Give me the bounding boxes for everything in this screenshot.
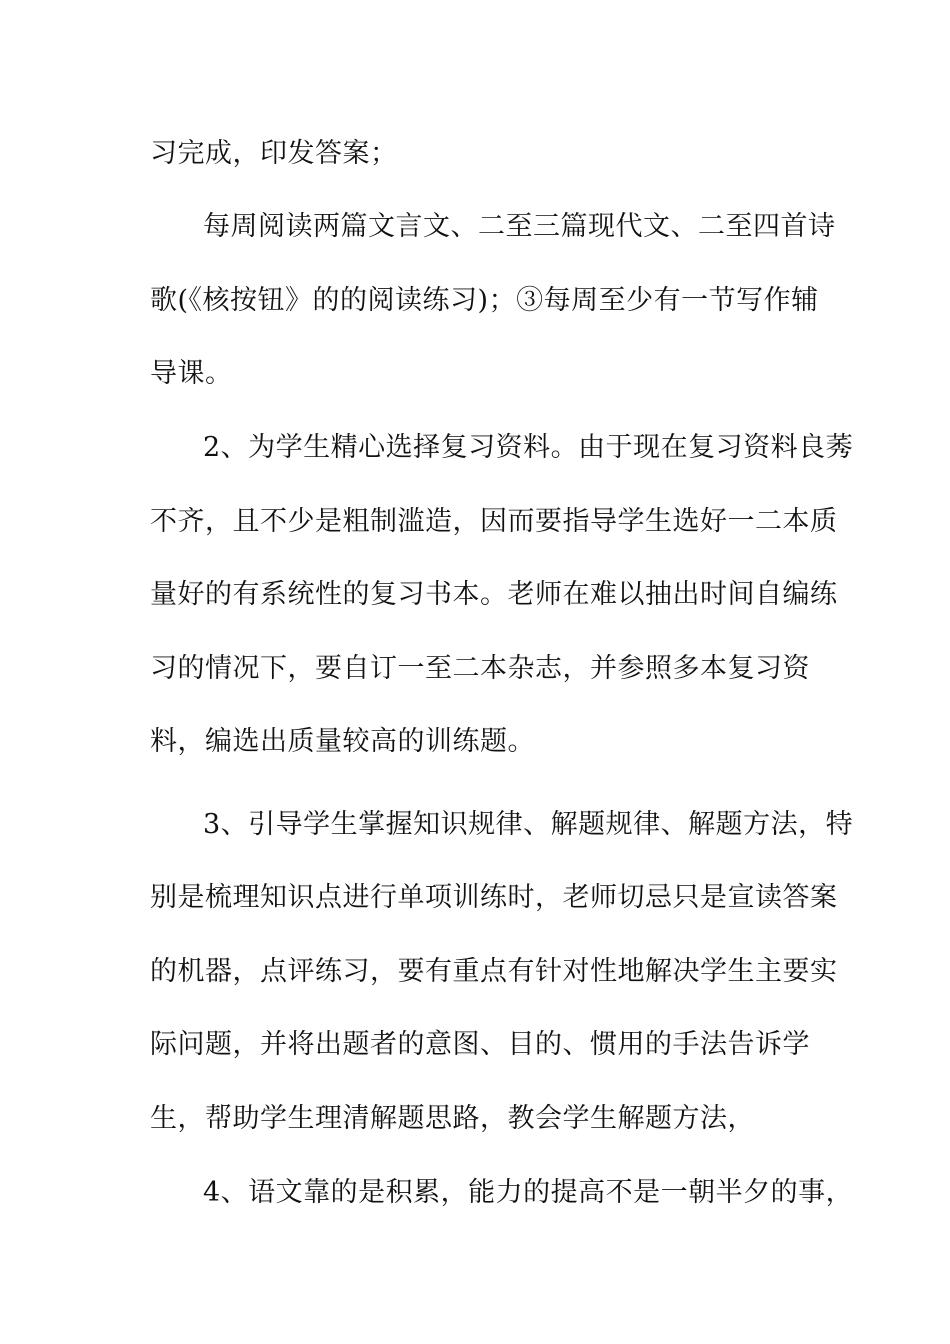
text-line: 3、引导学生掌握知识规律、解题规律、解题方法，特	[203, 809, 854, 840]
text-line: 料，编选出质量较高的训练题。	[150, 726, 535, 757]
text-line: 4、语文靠的是积累，能力的提高不是一朝半夕的事，	[203, 1177, 854, 1208]
text-line: 歌(《核按钮》的的阅读练习)；③每周至少有一节写作辅	[150, 285, 819, 316]
text-line: 际问题，并将出题者的意图、目的、惯用的手法告诉学	[150, 1029, 810, 1060]
text-line: 别是梳理知识点进行单项训练时，老师切忌只是宣读答案	[150, 882, 838, 913]
text-line: 每周阅读两篇文言文、二至三篇现代文、二至四首诗	[203, 211, 836, 242]
text-line: 习的情况下，要自订一至二本杂志，并参照多本复习资	[150, 653, 810, 684]
text-line: 的机器，点评练习，要有重点有针对性地解决学生主要实	[150, 956, 838, 987]
text-line: 2、为学生精心选择复习资料。由于现在复习资料良莠	[203, 432, 854, 463]
text-line: 习完成，印发答案；	[150, 138, 398, 169]
text-line: 导课。	[150, 358, 233, 389]
text-line: 不齐，且不少是粗制滥造，因而要指导学生选好一二本质	[150, 506, 838, 537]
text-line: 量好的有系统性的复习书本。老师在难以抽出时间自编练	[150, 579, 838, 610]
text-line: 生，帮助学生理清解题思路，教会学生解题方法，	[150, 1103, 755, 1134]
